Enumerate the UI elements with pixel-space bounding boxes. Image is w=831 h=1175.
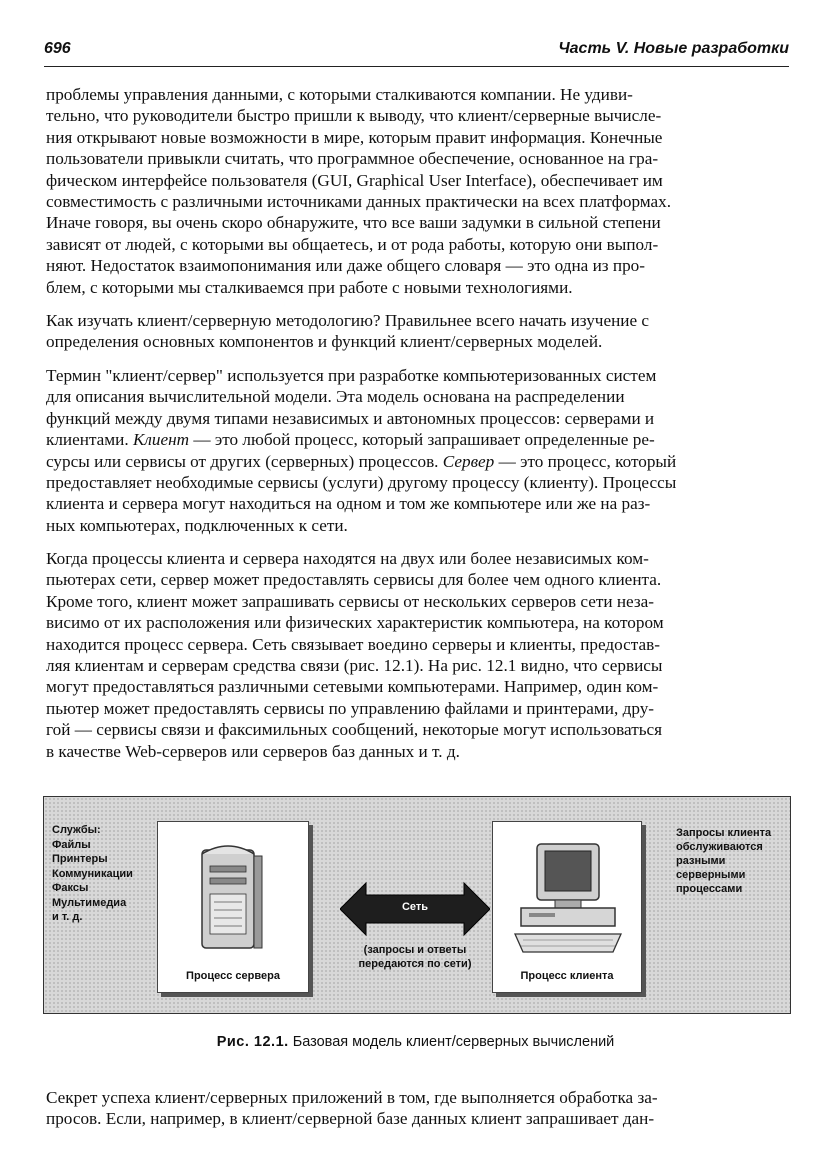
client-process-box	[492, 821, 642, 993]
text-line: фическом интерфейсе пользователя (GUI, Graphical User Interface), обеспечивает им	[46, 170, 663, 190]
text-line: няют. Недостаток взаимопонимания или даже общего словаря — это одна из про-	[46, 256, 645, 276]
text-line: висимо от их расположения или физических характеристик компьютера, на котором	[46, 613, 664, 633]
paragraph-4	[46, 548, 789, 762]
page-number: 696	[44, 40, 71, 57]
client-process-label: Процесс клиента	[520, 970, 614, 982]
client-computer-icon	[509, 840, 627, 958]
requests-line: Запросы клиента	[676, 827, 772, 839]
network-description	[340, 943, 490, 971]
network-label: Сеть	[401, 901, 429, 913]
text-line: Секрет успеха клиент/серверных приложений в том, где выполняется обработка за-	[46, 1088, 658, 1107]
text-line: ных компьютерах, подключенных к сети.	[46, 515, 348, 535]
text-line: Иначе говоря, вы очень скоро обнаружите, что все ваши задумки в сильной степени	[46, 213, 661, 233]
text-fragment: — это любой процесс, который запрашивает определенные ре-	[189, 430, 655, 450]
requests-line: серверными	[676, 869, 746, 881]
text-line: Когда процессы клиента и сервера находятся на двух или более независимых ком-	[46, 549, 649, 568]
paragraph-2	[46, 310, 789, 353]
text-line: для описания вычислительной модели. Эта модель основана на распределении	[46, 387, 625, 407]
term-server: Сервер	[442, 451, 495, 471]
text-line: ляя клиентам и серверам средства связи (рис. 12.1). На рис. 12.1 видно, что сервисы	[46, 656, 663, 676]
paragraph-3	[46, 365, 789, 536]
services-item: Коммуникации	[52, 867, 133, 880]
running-header	[44, 40, 789, 67]
text-line: Кроме того, клиент может запрашивать сервисы от нескольких серверов сети неза-	[46, 591, 655, 611]
requests-line: обслуживаются	[676, 841, 763, 853]
services-item: Факсы	[52, 882, 89, 894]
paragraph-1	[46, 84, 789, 298]
text-line: совместимость с различными источниками данных практически на всех платформах.	[46, 192, 672, 212]
text-line: пьютерах сети, сервер может предоставлять сервисы для более чем одного клиента.	[46, 570, 662, 590]
text-line: тельно, что руководители быстро пришли к выводу, что клиент/серверные вычисле-	[46, 106, 662, 126]
services-list	[52, 823, 133, 925]
text-line: находится процесс сервера. Сеть связывает воедино серверы и клиенты, предостав-	[46, 634, 660, 654]
text-line: Термин "клиент/сервер" используется при разработке компьютеризованных систем	[46, 366, 657, 385]
server-process-label: Процесс сервера	[186, 970, 280, 982]
text-line: пьютер может предоставлять сервисы по управлению файлами и принтерами, дру-	[46, 698, 655, 718]
text-line: клиента и сервера могут находиться на одном и том же компьютере или же на раз-	[46, 494, 651, 514]
text-line	[46, 451, 789, 472]
services-item: Службы:	[52, 824, 101, 836]
text-line: Как изучать клиент/серверную методологию? Правильнее всего начать изучение с	[46, 311, 650, 330]
requests-line: разными	[676, 855, 726, 867]
text-fragment: клиентами.	[46, 430, 133, 450]
server-process-box	[157, 821, 309, 993]
text-line: пользователи привыкли считать, что программное обеспечение, основанное на гра-	[46, 149, 659, 169]
text-line: предоставляет необходимые сервисы (услуги) другому процессу (клиенту). Процессы	[46, 473, 677, 493]
text-line	[46, 429, 789, 450]
text-line: в качестве Web-серверов или серверов баз данных и т. д.	[46, 741, 460, 761]
text-line: определения основных компонентов и функций клиент/серверных моделей.	[46, 332, 603, 352]
text-line: функций между двумя типами независимых и автономных процессов: серверами и	[46, 408, 655, 428]
text-fragment: сурсы или сервисы от других (серверных) процессов.	[46, 451, 443, 471]
text-line: проблемы управления данными, с которыми сталкиваются компании. Не удиви-	[46, 85, 633, 104]
caption-label: Рис. 12.1.	[216, 1034, 289, 1050]
text-line: просов. Если, например, в клиент/серверной базе данных клиент запрашивает дан-	[46, 1109, 655, 1129]
part-title: Часть V. Новые разработки	[558, 40, 789, 57]
text-line: блем, с которыми мы сталкиваемся при работе с новыми технологиями.	[46, 277, 573, 297]
text-line: ния открывают новые возможности в мире, которым правит информация. Конечные	[46, 127, 663, 147]
network-label-wrap	[340, 881, 490, 937]
services-item: Принтеры	[52, 853, 108, 865]
figure-caption	[0, 1034, 831, 1050]
network-desc-line: передаются по сети)	[358, 958, 472, 970]
network-desc-line: (запросы и ответы	[363, 944, 467, 956]
services-item: Файлы	[52, 838, 91, 851]
figure-client-server-model	[43, 796, 791, 1014]
requests-note	[676, 826, 771, 896]
paragraph-5	[46, 1087, 789, 1130]
services-item: и т. д.	[52, 911, 83, 923]
text-line: гой — сервисы связи и факсимильных сообщений, некоторые могут использоваться	[46, 720, 663, 740]
server-tower-icon	[196, 836, 268, 954]
text-line: зависят от людей, с которыми вы общаетесь, и от рода работы, которую они выпол-	[46, 234, 659, 254]
services-item: Мультимедиа	[52, 896, 127, 909]
text-line: могут предоставляться различными сетевыми компьютерами. Например, один ком-	[46, 677, 659, 697]
term-client: Клиент	[132, 430, 190, 450]
text-fragment: — это процесс, который	[494, 451, 677, 471]
requests-line: процессами	[676, 883, 743, 895]
caption-text: Базовая модель клиент/серверных вычислений	[288, 1034, 615, 1050]
